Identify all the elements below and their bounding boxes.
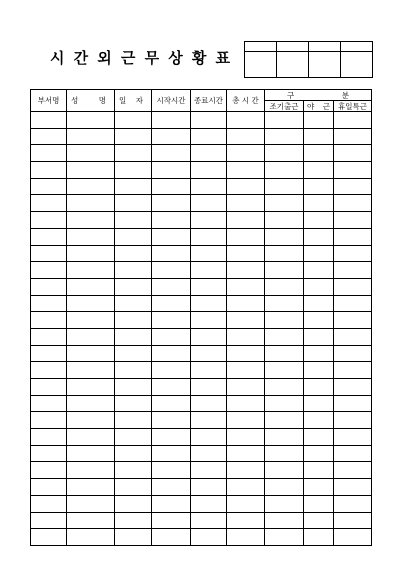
table-cell[interactable] [31,495,67,512]
table-cell[interactable] [152,112,191,129]
table-cell[interactable] [227,112,265,129]
header-night-first: 야 [307,101,315,111]
table-cell[interactable] [152,262,191,279]
table-cell[interactable] [227,479,265,496]
table-cell[interactable] [115,212,152,229]
table-cell[interactable] [67,529,115,546]
table-row [31,278,372,295]
table-cell[interactable] [31,112,67,129]
table-cell[interactable] [152,295,191,312]
table-cell[interactable] [191,112,227,129]
table-cell[interactable] [227,212,265,229]
table-row [31,178,372,195]
table-cell[interactable] [115,479,152,496]
table-row [31,128,372,145]
table-cell[interactable] [304,212,334,229]
table-cell[interactable] [304,328,334,345]
header-date [115,90,152,112]
table-cell[interactable] [67,145,115,162]
approval-header-cell [277,42,309,52]
table-cell[interactable] [227,512,265,529]
table-cell[interactable] [115,379,152,396]
table-cell[interactable] [334,412,372,429]
table-cell[interactable] [227,295,265,312]
table-cell[interactable] [152,195,191,212]
table-cell[interactable] [67,328,115,345]
table-cell[interactable] [152,395,191,412]
approval-header-cell [341,42,373,52]
table-cell[interactable] [265,445,304,462]
header-start-time: 시작시간 [152,90,191,112]
table-cell[interactable] [334,245,372,262]
table-cell[interactable] [31,128,67,145]
table-cell[interactable] [227,529,265,546]
table-cell[interactable] [115,112,152,129]
approval-signature-cell [277,52,309,78]
table-cell[interactable] [227,328,265,345]
header-date-second: 자 [135,96,143,105]
table-cell[interactable] [152,128,191,145]
table-cell[interactable] [152,178,191,195]
table-row [31,328,372,345]
table-cell[interactable] [67,162,115,179]
table-cell[interactable] [227,128,265,145]
table-cell[interactable] [67,228,115,245]
header-category-first: 구 [287,90,295,100]
header-total-time: 총 시 간 [227,90,265,112]
table-cell[interactable] [152,512,191,529]
table-cell[interactable] [115,512,152,529]
table-cell[interactable] [67,379,115,396]
table-cell[interactable] [265,529,304,546]
table-cell[interactable] [265,312,304,329]
table-row [31,529,372,546]
table-cell[interactable] [31,379,67,396]
table-cell[interactable] [152,345,191,362]
table-row [31,512,372,529]
table-cell[interactable] [304,295,334,312]
title-char: 상 [168,48,183,67]
table-cell[interactable] [334,345,372,362]
table-cell[interactable] [31,529,67,546]
table-cell[interactable] [334,295,372,312]
table-cell[interactable] [304,379,334,396]
header-date-first: 일 [119,96,127,105]
table-cell[interactable] [227,379,265,396]
table-cell[interactable] [31,162,67,179]
table-cell[interactable] [152,479,191,496]
table-cell[interactable] [191,295,227,312]
table-cell[interactable] [265,328,304,345]
table-cell[interactable] [152,328,191,345]
table-row [31,445,372,462]
table-cell[interactable] [191,328,227,345]
table-cell[interactable] [304,412,334,429]
table-cell[interactable] [152,495,191,512]
table-cell[interactable] [227,412,265,429]
table-cell[interactable] [115,312,152,329]
table-cell[interactable] [31,295,67,312]
table-cell[interactable] [334,479,372,496]
table-cell[interactable] [31,362,67,379]
table-cell[interactable] [265,295,304,312]
table-cell[interactable] [304,345,334,362]
table-cell[interactable] [265,178,304,195]
table-cell[interactable] [115,445,152,462]
table-cell[interactable] [304,195,334,212]
approval-signature-cell [341,52,373,78]
table-cell[interactable] [115,295,152,312]
table-cell[interactable] [304,128,334,145]
table-cell[interactable] [334,445,372,462]
table-cell[interactable] [304,312,334,329]
table-cell[interactable] [115,228,152,245]
table-cell[interactable] [265,262,304,279]
table-cell[interactable] [334,512,372,529]
table-cell[interactable] [334,328,372,345]
table-cell[interactable] [227,245,265,262]
table-cell[interactable] [191,345,227,362]
approval-header-cell [309,42,341,52]
table-cell[interactable] [265,495,304,512]
table-cell[interactable] [31,178,67,195]
table-cell[interactable] [67,262,115,279]
table-cell[interactable] [304,512,334,529]
table-row [31,228,372,245]
table-cell[interactable] [67,362,115,379]
table-cell[interactable] [31,278,67,295]
table-row [31,312,372,329]
table-cell[interactable] [67,312,115,329]
table-cell[interactable] [67,412,115,429]
table-cell[interactable] [227,445,265,462]
table-cell[interactable] [115,128,152,145]
table-cell[interactable] [304,362,334,379]
table-cell[interactable] [67,112,115,129]
table-cell[interactable] [334,178,372,195]
table-cell[interactable] [334,262,372,279]
table-cell[interactable] [304,245,334,262]
table-cell[interactable] [304,178,334,195]
table-cell[interactable] [152,412,191,429]
table-cell[interactable] [265,145,304,162]
table-cell[interactable] [67,195,115,212]
table-cell[interactable] [304,445,334,462]
table-cell[interactable] [304,495,334,512]
table-cell[interactable] [152,529,191,546]
table-cell[interactable] [152,379,191,396]
table-cell[interactable] [152,312,191,329]
header-night-work [304,101,334,112]
table-row [31,429,372,446]
table-cell[interactable] [304,162,334,179]
table-cell[interactable] [115,395,152,412]
title-char: 표 [215,48,230,67]
table-cell[interactable] [304,262,334,279]
table-cell[interactable] [334,128,372,145]
table-cell[interactable] [115,529,152,546]
table-cell[interactable] [67,278,115,295]
table-cell[interactable] [191,462,227,479]
table-cell[interactable] [334,212,372,229]
table-cell[interactable] [67,178,115,195]
table-cell[interactable] [304,479,334,496]
header-holiday-work: 휴일특근 [334,101,372,112]
table-cell[interactable] [304,429,334,446]
table-cell[interactable] [191,262,227,279]
table-row [31,462,372,479]
table-cell[interactable] [31,228,67,245]
table-cell[interactable] [227,195,265,212]
table-cell[interactable] [152,362,191,379]
table-cell[interactable] [31,245,67,262]
table-cell[interactable] [304,462,334,479]
table-cell[interactable] [191,195,227,212]
approval-signature-cell [309,52,341,78]
table-row [31,395,372,412]
table-cell[interactable] [265,395,304,412]
table-cell[interactable] [191,512,227,529]
table-cell[interactable] [191,162,227,179]
table-cell[interactable] [334,112,372,129]
table-cell[interactable] [334,312,372,329]
table-cell[interactable] [31,462,67,479]
table-row [31,262,372,279]
table-cell[interactable] [227,395,265,412]
table-cell[interactable] [191,362,227,379]
table-cell[interactable] [31,195,67,212]
table-cell[interactable] [191,145,227,162]
title-char: 황 [191,48,207,67]
table-row [31,195,372,212]
table-row [31,295,372,312]
table-cell[interactable] [227,462,265,479]
table-row [31,245,372,262]
table-cell[interactable] [67,395,115,412]
table-row [31,212,372,229]
table-cell[interactable] [67,479,115,496]
table-cell[interactable] [265,245,304,262]
table-cell[interactable] [115,362,152,379]
table-cell[interactable] [191,178,227,195]
table-cell[interactable] [31,429,67,446]
table-cell[interactable] [67,212,115,229]
table-cell[interactable] [304,278,334,295]
table-cell[interactable] [115,262,152,279]
title-char: 시 [50,48,65,67]
table-cell[interactable] [191,495,227,512]
table-cell[interactable] [191,245,227,262]
table-cell[interactable] [67,462,115,479]
overtime-table [30,89,372,546]
header-category-second: 분 [341,90,349,100]
header-name-first: 성 [71,96,79,105]
table-cell[interactable] [115,345,152,362]
table-cell[interactable] [334,195,372,212]
table-cell[interactable] [334,429,372,446]
table-cell[interactable] [67,245,115,262]
approval-header-cell [245,42,277,52]
table-cell[interactable] [265,429,304,446]
table-cell[interactable] [265,162,304,179]
table-cell[interactable] [227,262,265,279]
table-cell[interactable] [67,128,115,145]
table-cell[interactable] [152,212,191,229]
table-cell[interactable] [152,278,191,295]
table-cell[interactable] [227,362,265,379]
table-cell[interactable] [152,228,191,245]
table-cell[interactable] [191,379,227,396]
table-cell[interactable] [31,445,67,462]
table-row [31,479,372,496]
table-cell[interactable] [304,228,334,245]
table-cell[interactable] [31,412,67,429]
table-cell[interactable] [265,462,304,479]
table-cell[interactable] [152,445,191,462]
table-cell[interactable] [115,278,152,295]
table-cell[interactable] [152,162,191,179]
table-cell[interactable] [152,145,191,162]
table-cell[interactable] [265,412,304,429]
table-cell[interactable] [334,362,372,379]
table-cell[interactable] [31,345,67,362]
table-cell[interactable] [191,529,227,546]
table-cell[interactable] [191,128,227,145]
table-cell[interactable] [67,512,115,529]
table-cell[interactable] [265,362,304,379]
table-cell[interactable] [67,345,115,362]
table-cell[interactable] [304,145,334,162]
approval-stamp-box [244,41,373,78]
table-cell[interactable] [31,212,67,229]
title-char: 간 [73,48,89,67]
table-row [31,345,372,362]
table-cell[interactable] [115,162,152,179]
table-cell[interactable] [191,429,227,446]
table-cell[interactable] [265,345,304,362]
document-title [50,46,230,68]
table-cell[interactable] [265,195,304,212]
table-cell[interactable] [265,512,304,529]
table-cell[interactable] [227,145,265,162]
table-cell[interactable] [304,112,334,129]
table-cell[interactable] [191,312,227,329]
table-cell[interactable] [115,178,152,195]
table-cell[interactable] [67,295,115,312]
table-cell[interactable] [265,479,304,496]
table-cell[interactable] [191,412,227,429]
table-cell[interactable] [265,212,304,229]
table-cell[interactable] [115,462,152,479]
table-cell[interactable] [227,429,265,446]
table-cell[interactable] [115,328,152,345]
table-cell[interactable] [227,162,265,179]
table-cell[interactable] [227,278,265,295]
table-cell[interactable] [334,395,372,412]
table-cell[interactable] [227,345,265,362]
table-row [31,145,372,162]
table-row [31,495,372,512]
table-cell[interactable] [191,445,227,462]
table-cell[interactable] [115,429,152,446]
header-night-second: 근 [322,101,330,111]
table-cell[interactable] [191,228,227,245]
table-cell[interactable] [334,379,372,396]
table-row [31,412,372,429]
header-category [265,90,372,101]
table-cell[interactable] [31,395,67,412]
table-cell[interactable] [227,312,265,329]
table-cell[interactable] [265,228,304,245]
table-cell[interactable] [115,495,152,512]
table-cell[interactable] [334,162,372,179]
table-cell[interactable] [334,278,372,295]
table-cell[interactable] [31,512,67,529]
table-cell[interactable] [115,145,152,162]
table-cell[interactable] [152,429,191,446]
table-row [31,379,372,396]
table-cell[interactable] [334,228,372,245]
table-row [31,362,372,379]
table-cell[interactable] [115,195,152,212]
table-cell[interactable] [152,245,191,262]
table-cell[interactable] [67,429,115,446]
header-name [67,90,115,112]
table-cell[interactable] [265,278,304,295]
table-cell[interactable] [31,328,67,345]
table-cell[interactable] [265,128,304,145]
table-cell[interactable] [304,529,334,546]
table-cell[interactable] [304,395,334,412]
table-cell[interactable] [31,262,67,279]
table-cell[interactable] [334,529,372,546]
approval-signature-cell [245,52,277,78]
title-char: 외 [97,48,112,67]
header-name-second: 명 [98,96,106,105]
table-cell[interactable] [334,495,372,512]
header-department: 부서명 [31,90,67,112]
table-cell[interactable] [191,395,227,412]
table-cell[interactable] [31,479,67,496]
table-cell[interactable] [334,462,372,479]
table-cell[interactable] [115,245,152,262]
table-cell[interactable] [31,145,67,162]
title-char: 근 [120,48,136,67]
table-cell[interactable] [67,445,115,462]
table-cell[interactable] [265,379,304,396]
table-cell[interactable] [115,412,152,429]
table-cell[interactable] [265,112,304,129]
table-cell[interactable] [227,178,265,195]
table-cell[interactable] [152,462,191,479]
header-early-work: 조기출근 [265,101,304,112]
table-cell[interactable] [31,312,67,329]
table-row [31,112,372,129]
table-row [31,162,372,179]
table-cell[interactable] [227,228,265,245]
table-cell[interactable] [191,278,227,295]
table-cell[interactable] [334,145,372,162]
table-cell[interactable] [191,479,227,496]
title-char: 무 [144,48,160,67]
header-end-time: 종료시간 [191,90,227,112]
table-cell[interactable] [191,212,227,229]
table-cell[interactable] [227,495,265,512]
table-cell[interactable] [67,495,115,512]
